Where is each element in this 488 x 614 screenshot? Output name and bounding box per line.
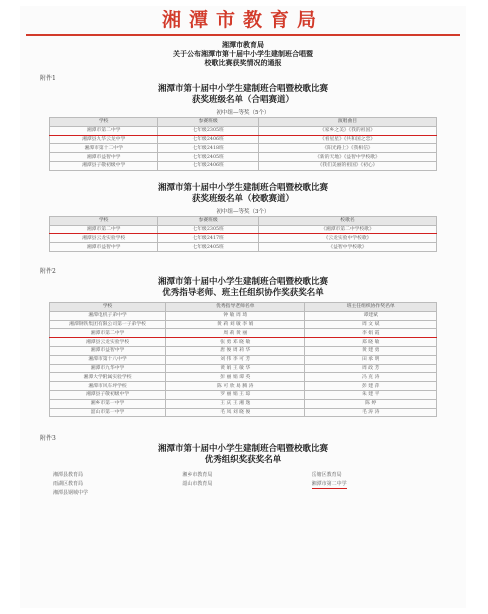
table-header-cell: 演唱曲目 (258, 118, 436, 127)
notice-issuer: 湘潭市教育局 (222, 40, 264, 49)
table-header-cell: 参赛班级 (158, 216, 259, 225)
document-page (20, 6, 466, 608)
table-row (50, 311, 437, 320)
table-cell: 湘潭市第十二中学 (50, 144, 158, 153)
masthead: 湘潭市教育局 (161, 9, 324, 31)
table-cell: 湘潭市益智中学 (50, 243, 158, 252)
table-cell: 湘潭县云龙实验学校 (50, 338, 166, 347)
table-cell: 七年级2417班 (158, 234, 259, 243)
table-header-cell: 班主任组织协作奖名单 (305, 302, 437, 311)
table-cell: 刘 伟 李 可 芳 (166, 355, 305, 364)
annex3-label: 附件3 (40, 435, 56, 443)
annex1-section2-title-l2: 获奖班级名单（校歌赛道） (191, 193, 294, 204)
annex1-section2-subhead: 初中组—等奖（3个） (216, 208, 270, 215)
table-header-cell: 学校 (50, 302, 166, 311)
table-cell: 王 庆 王 湘 逸 (166, 399, 305, 408)
table-header-row (50, 302, 437, 311)
table-cell: 《家乡之美》《我的祖国》 (258, 126, 436, 135)
annex2-table (49, 302, 437, 417)
award-org-highlighted (308, 480, 437, 487)
award-org: 岳塘区教育局 (311, 472, 342, 479)
table-cell: 《湘潭市第二中学校歌》 (258, 225, 436, 234)
table-row (50, 126, 437, 135)
annex1-table1 (49, 117, 437, 171)
table-cell: 湘潭电机子弟中学 (50, 311, 166, 320)
table-row (50, 144, 437, 153)
notice-title (20, 40, 466, 67)
annex2-title-l2: 优秀指导老师、班主任组织协作奖获奖名单 (162, 287, 324, 298)
table-row (50, 338, 437, 347)
table-row (50, 329, 437, 338)
table-cell: 七年级2305班 (158, 225, 259, 234)
table-cell: 郑 晓 敏 (305, 338, 437, 347)
table-cell: 唐 俊 周 莉 华 (166, 346, 305, 355)
table-row (50, 153, 437, 162)
annex3-award-list (49, 470, 437, 497)
annex1-label: 附件1 (40, 75, 56, 82)
annex3-title (30, 444, 456, 466)
table-cell: 周 文 斌 (305, 320, 437, 329)
table-row (50, 234, 437, 243)
table-cell: 湘潭钢铁集团有限公司第一子弟学校 (50, 320, 166, 329)
annex1-section2-title-l1: 湘潭市第十届中小学生建制班合唱暨校歌比赛 (157, 182, 328, 193)
award-org: 湘潭县钢城中学 (53, 490, 89, 497)
table-cell: 湘潭市第十八中学 (50, 355, 166, 364)
highlighted-org-name: 湘潭市第二中学 (311, 481, 347, 488)
annex2-title-l1: 湘潭市第十届中小学生建制班合唱暨校歌比赛 (157, 276, 328, 287)
annex1-section1-title (30, 84, 456, 106)
table-cell: 彭 丽 娟 谭 英 (166, 373, 305, 382)
table-cell: 冯 克 涛 (305, 373, 437, 382)
table-header-row (50, 216, 437, 225)
table-cell: 《看星星》《共和国之恋》 (258, 135, 436, 144)
table-row (50, 225, 437, 234)
table-cell: 黄 莉 刘 敏 李 娟 (166, 320, 305, 329)
table-cell: 《云龙实验中学校歌》 (258, 234, 436, 243)
table-cell: 陈 婷 (305, 399, 437, 408)
table-row (50, 243, 437, 252)
table-cell: 毛 凤 刘 晓 俊 (166, 408, 305, 417)
table-row (50, 390, 437, 399)
table-cell: 《我们美丽的祖国》《初心》 (258, 161, 436, 170)
table-row (50, 135, 437, 144)
table-cell: 七年级2418班 (158, 144, 259, 153)
table-row (50, 382, 437, 391)
annex2-label: 附件2 (40, 267, 56, 275)
table-cell: 湘潭县子敬初级中学 (50, 161, 158, 170)
list-item (49, 470, 437, 479)
table-cell: 七年级2406班 (158, 135, 259, 144)
table-cell: 罗 丽 娟 王 琼 (166, 390, 305, 399)
annex3-title-l1: 湘潭市第十届中小学生建制班合唱暨校歌比赛 (157, 444, 328, 455)
award-org: 湘潭县教育局 (53, 472, 84, 479)
table-row (50, 320, 437, 329)
table-cell: 湘潭县九华云龙中学 (50, 135, 158, 144)
table-cell: 《新的天地》《益智中学校歌》 (258, 153, 436, 162)
table-cell: 周 莉 黄 丽 (166, 329, 305, 338)
table-header-cell: 校歌名 (258, 216, 436, 225)
table-cell: 黄 娟 王 敏 华 (166, 364, 305, 373)
table-cell: 彭 建 萍 (305, 382, 437, 391)
table-cell: 张 勇 邓 晓 敏 (166, 338, 305, 347)
table-cell: 湘潭市风车坪学校 (50, 382, 166, 391)
award-org: 湘乡市教育局 (182, 472, 213, 479)
table-cell: 湘潭县云龙实验学校 (50, 234, 158, 243)
table-header-cell: 参赛班级 (158, 118, 259, 127)
table-row (50, 346, 437, 355)
table-row (50, 373, 437, 382)
table-cell: 黄 建 勇 (305, 346, 437, 355)
notice-title-line2: 校歌比赛获奖情况的通报 (204, 58, 282, 67)
table-row (50, 408, 437, 417)
table-row (50, 355, 437, 364)
table-cell: 李 娟 霞 (305, 329, 437, 338)
table-cell: 七年级2406班 (158, 161, 259, 170)
table-cell: 毛 涛 涛 (305, 408, 437, 417)
table-row (50, 364, 437, 373)
table-cell: 周 政 芳 (305, 364, 437, 373)
table-header-row (50, 118, 437, 127)
annex3-title-l2: 优秀组织奖获奖名单 (204, 455, 282, 466)
annex1-section2-title (30, 183, 456, 205)
table-cell: 湘潭大学附属实验学校 (50, 373, 166, 382)
list-item (49, 488, 437, 497)
table-header-cell: 优秀指导老师名单 (166, 302, 305, 311)
table-cell: 湘潭市益智中学 (50, 346, 166, 355)
annex1-section1-subhead: 初中组—等奖（5个） (216, 110, 270, 116)
masthead-divider (26, 34, 460, 36)
table-cell: 湘潭市第二中学 (50, 225, 158, 234)
table-cell: 谭建斌 (305, 311, 437, 320)
table-cell: 七年级2305班 (158, 126, 259, 135)
table-cell: 田 承 明 (305, 355, 437, 364)
annex1-section1-title-l1: 湘潭市第十届中小学生建制班合唱暨校歌比赛 (157, 84, 328, 94)
table-cell: 陈 可 欣 易 腾 涛 (166, 382, 305, 391)
table-cell: 七年级2405班 (158, 243, 259, 252)
notice-title-line1: 关于公布湘潭市第十届中小学生建制班合唱暨 (173, 49, 313, 58)
table-cell: 湘乡市第一中学 (50, 399, 166, 408)
table-row (50, 161, 437, 170)
award-org: 韶山市教育局 (182, 481, 213, 488)
table-cell: 《阳光路上》《我相信》 (258, 144, 436, 153)
annex1-section1-title-l2: 获奖班级名单（合唱赛道） (191, 95, 294, 105)
table-cell: 韶山市第一中学 (50, 408, 166, 417)
table-cell: 七年级2405班 (158, 153, 259, 162)
table-row (50, 399, 437, 408)
table-cell: 湘潭县子敬初级中学 (50, 390, 166, 399)
table-cell: 湘潭市九华中学 (50, 364, 166, 373)
table-cell: 湘潭市益智中学 (50, 153, 158, 162)
annex2-title (30, 277, 456, 299)
table-cell: 钟 敏 周 琦 (166, 311, 305, 320)
award-org: 雨湖区教育局 (53, 481, 84, 488)
table-cell: 湘潭市第二中学 (50, 329, 166, 338)
table-cell: 《益智中学校歌》 (258, 243, 436, 252)
list-item (49, 479, 437, 488)
table-cell: 朱 建 平 (305, 390, 437, 399)
annex1-table2 (49, 216, 437, 252)
table-header-cell: 学校 (50, 216, 158, 225)
table-cell: 湘潭市第二中学 (50, 126, 158, 135)
table-header-cell: 学校 (50, 118, 158, 127)
